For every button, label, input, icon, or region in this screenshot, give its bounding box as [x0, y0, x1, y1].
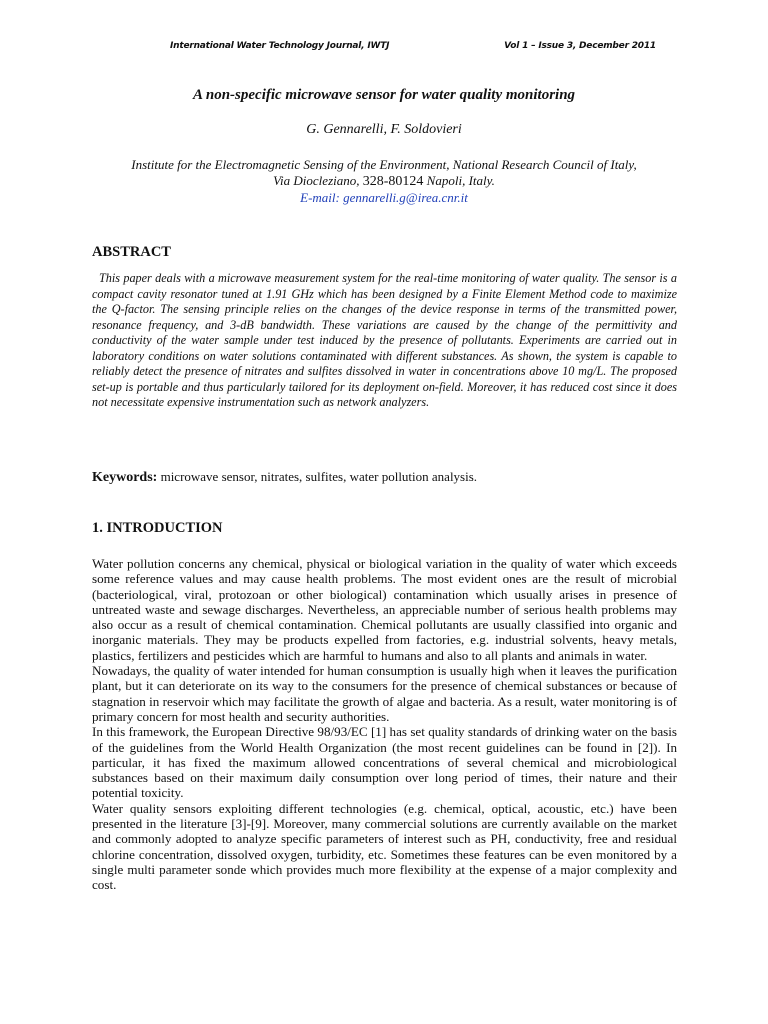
affiliation-number: 328-80124	[362, 174, 424, 189]
keywords-label: Keywords:	[92, 470, 158, 485]
author-email: E-mail: gennarelli.g@irea.cnr.it	[300, 190, 468, 205]
paper-title: A non-specific microwave sensor for water quality monitoring	[192, 87, 576, 103]
affiliation-street: Via Diocleziano,	[273, 173, 360, 188]
intro-paragraph: Water pollution concerns any chemical, physical or biological variation in the quality of water which exceeds some reference values and may cause health problems. The most evident ones are the result of microbial (bacteriological, viral, protozoan or other biological) contamination which usually arises in presence of untreated waste and sewage discharges. Nevertheless, an appreciable number of serious health problems may also occur as a result of chemical contamination. Chemical pollutants are usually classified into organic and inorganic materials. They may be products expelled from factories, e.g. industrial solvents, heavy metals, plastics, fertilizers and pesticides which are harmful to humans and also to all plants and animals in water.	[92, 556, 677, 663]
introduction-body	[92, 556, 677, 893]
abstract-heading: ABSTRACT	[92, 244, 171, 260]
issue-info: Vol 1 – Issue 3, December 2011	[504, 41, 656, 51]
keywords	[92, 469, 677, 486]
running-header	[170, 41, 656, 57]
intro-paragraph: Water quality sensors exploiting different technologies (e.g. chemical, optical, acoustic, etc.) have been presented in the literature [3]-[9]. Moreover, many commercial solutions are currently available on the market and commonly adopted to analyze specific parameters of interest such as PH, conductivity, free and residual chlorine concentration, dissolved oxygen, turbidity, etc. Sometimes these features can be even monitored by a single multi parameter sonde which provides much more flexibility at the expense of a major complexity and cost.	[92, 800, 677, 893]
introduction-heading: 1. INTRODUCTION	[92, 520, 223, 536]
affiliation-city: Napoli, Italy.	[426, 173, 495, 188]
paper-authors: G. Gennarelli, F. Soldovieri	[306, 122, 462, 137]
intro-paragraph: In this framework, the European Directive 98/93/EC [1] has set quality standards of drinking water on the basis of the guidelines from the World Health Organization (the most recent guidelines can be found in [2]). In particular, it has fixed the maximum allowed concentrations of several chemical and microbiological substances based on their maximum daily consumption over long period of times, their nature and their potential toxicity.	[92, 724, 677, 801]
affiliation-institute: Institute for the Electromagnetic Sensing of the Environment, National Research Council of Italy,	[131, 157, 637, 172]
journal-name: International Water Technology Journal, IWTJ	[170, 41, 390, 51]
intro-paragraph: Nowadays, the quality of water intended for human consumption is usually high when it leaves the purification plant, but it can deteriorate on its way to the consumers for the presence of chemical substances or because of stagnation in reservoir which may facilitate the growth of algae and bacteria. As a result, water monitoring is of primary concern for most health and security authorities.	[92, 663, 677, 724]
keywords-text: microwave sensor, nitrates, sulfites, water pollution analysis.	[160, 469, 478, 484]
abstract-text: This paper deals with a microwave measurement system for the real-time monitoring of water quality. The sensor is a compact cavity resonator tuned at 1.91 GHz which has been designed by a Finite Element Method code to maximize the Q-factor. The sensing principle relies on the changes of the device response in terms of the transmitted power, resonance frequency, and 3-dB bandwidth. These variations are caused by the change of the permittivity and conductivity of the water sample under test induced by the presence of pollutants. Experiments are carried out in laboratory conditions on water solutions contaminated with different substances. As shown, the system is capable to reliably detect the presence of nitrates and sulfites dissolved in water in concentrations above 10 mg/L. The proposed set-up is portable and thus particularly tailored for its deployment on-field. Moreover, it has reduced cost since it does not necessitate expensive instrumentation such as network analyzers.	[92, 271, 677, 409]
affiliation-address	[92, 173, 676, 190]
author-affiliation	[92, 157, 676, 206]
